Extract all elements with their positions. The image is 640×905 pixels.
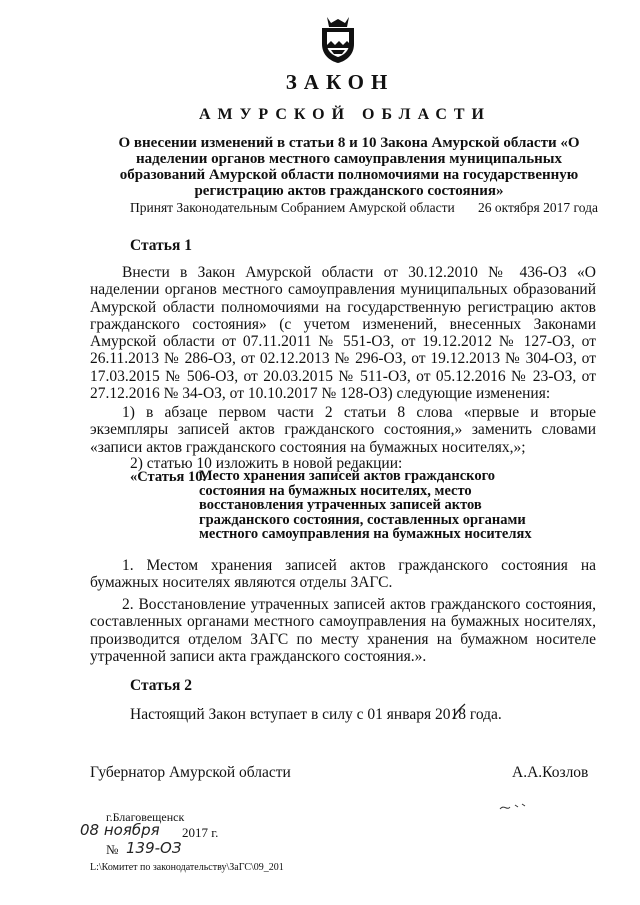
article-10-paragraph-2-text: 2. Восстановление утраченных записей актов гражданского состояния, составленных органами местного самоуправления на бумажных носителях, производится отделом ЗАГС по месту хранения на бумажном носителе утраченной записи акта гражданского состояния.». xyxy=(90,596,596,665)
law-title: О внесении изменений в статьи 8 и 10 Закона Амурской области «О наделении органов местного самоуправления муниципальных образований Амурской области полномочиями на государственную регистрацию актов гражданского состояния» xyxy=(118,135,580,199)
handwritten-number: 139-ОЗ xyxy=(126,839,182,857)
year: 2017 г. xyxy=(182,825,219,840)
signatory-name: А.А.Козлов xyxy=(512,764,589,781)
article-10-paragraph-2 xyxy=(90,596,596,665)
adopted-statement: Принят Законодательным Собранием Амурской области xyxy=(130,200,455,215)
city: г.Благовещенск xyxy=(106,810,185,824)
file-path: L:\Комитет по законодательству\ЗаГС\09_201 xyxy=(90,862,284,873)
article-1-item-1-text: 1) в абзаце первом части 2 статьи 8 слова «первые и вторые экземпляры записей актов гражданского состояния,» заменить словами «записи актов гражданского состояния на бумажных носителях,»; xyxy=(90,404,596,456)
article-1-item-1 xyxy=(90,404,596,456)
article-10-label: «Статья 10. xyxy=(130,469,207,485)
article-1-heading: Статья 1 xyxy=(130,237,192,254)
document-title: ЗАКОН xyxy=(285,70,395,94)
article-2-text: Настоящий Закон вступает в силу с 01 января 2018 года. xyxy=(130,706,502,723)
adopted-date: 26 октября 2017 года xyxy=(478,200,598,215)
article-10-title: Место хранения записей актов гражданского состояния на бумажных носителях, место восстановления утраченных записей актов гражданского состояния, составленных органами местного самоуправления на бумажных носителях xyxy=(199,468,532,542)
handwritten-mark-icon xyxy=(452,703,466,721)
article-2-heading: Статья 2 xyxy=(130,677,192,694)
article-1-item-2: 2) статью 10 изложить в новой редакции: xyxy=(130,455,403,472)
article-10-paragraph-1 xyxy=(90,557,596,592)
signature-mark-icon xyxy=(498,800,528,812)
article-1-intro xyxy=(90,264,596,402)
signatory-position: Губернатор Амурской области xyxy=(90,764,291,781)
document-subtitle: АМУРСКОЙ ОБЛАСТИ xyxy=(199,106,491,123)
article-1-intro-text: Внести в Закон Амурской области от 30.12.2010 № 436-ОЗ «О наделении органов местного самоуправления муниципальных образований Амурской области полномочиями на государственную регистрацию актов гражданского состояния» (с учетом изменений, внесенных Законами Амурской области от 07.11.2011 № 551-ОЗ, от 19.12.2012 № 127-ОЗ, от 26.11.2013 № 286-ОЗ, от 02.12.2013 № 296-ОЗ, от 19.12.2013 № 304-ОЗ, от 17.03.2015 № 506-ОЗ, от 20.03.2015 № 511-ОЗ, от 05.12.2016 № 23-ОЗ, от 27.12.2016 № 34-ОЗ, от 10.10.2017 № 128-ОЗ) следующие изменения: xyxy=(90,264,596,403)
coat-of-arms-icon xyxy=(317,14,359,64)
handwritten-date: 08 ноября xyxy=(80,821,160,839)
number-label: № xyxy=(106,842,119,857)
article-10-paragraph-1-text: 1. Местом хранения записей актов гражданского состояния на бумажных носителях являются отделы ЗАГС. xyxy=(90,557,596,592)
